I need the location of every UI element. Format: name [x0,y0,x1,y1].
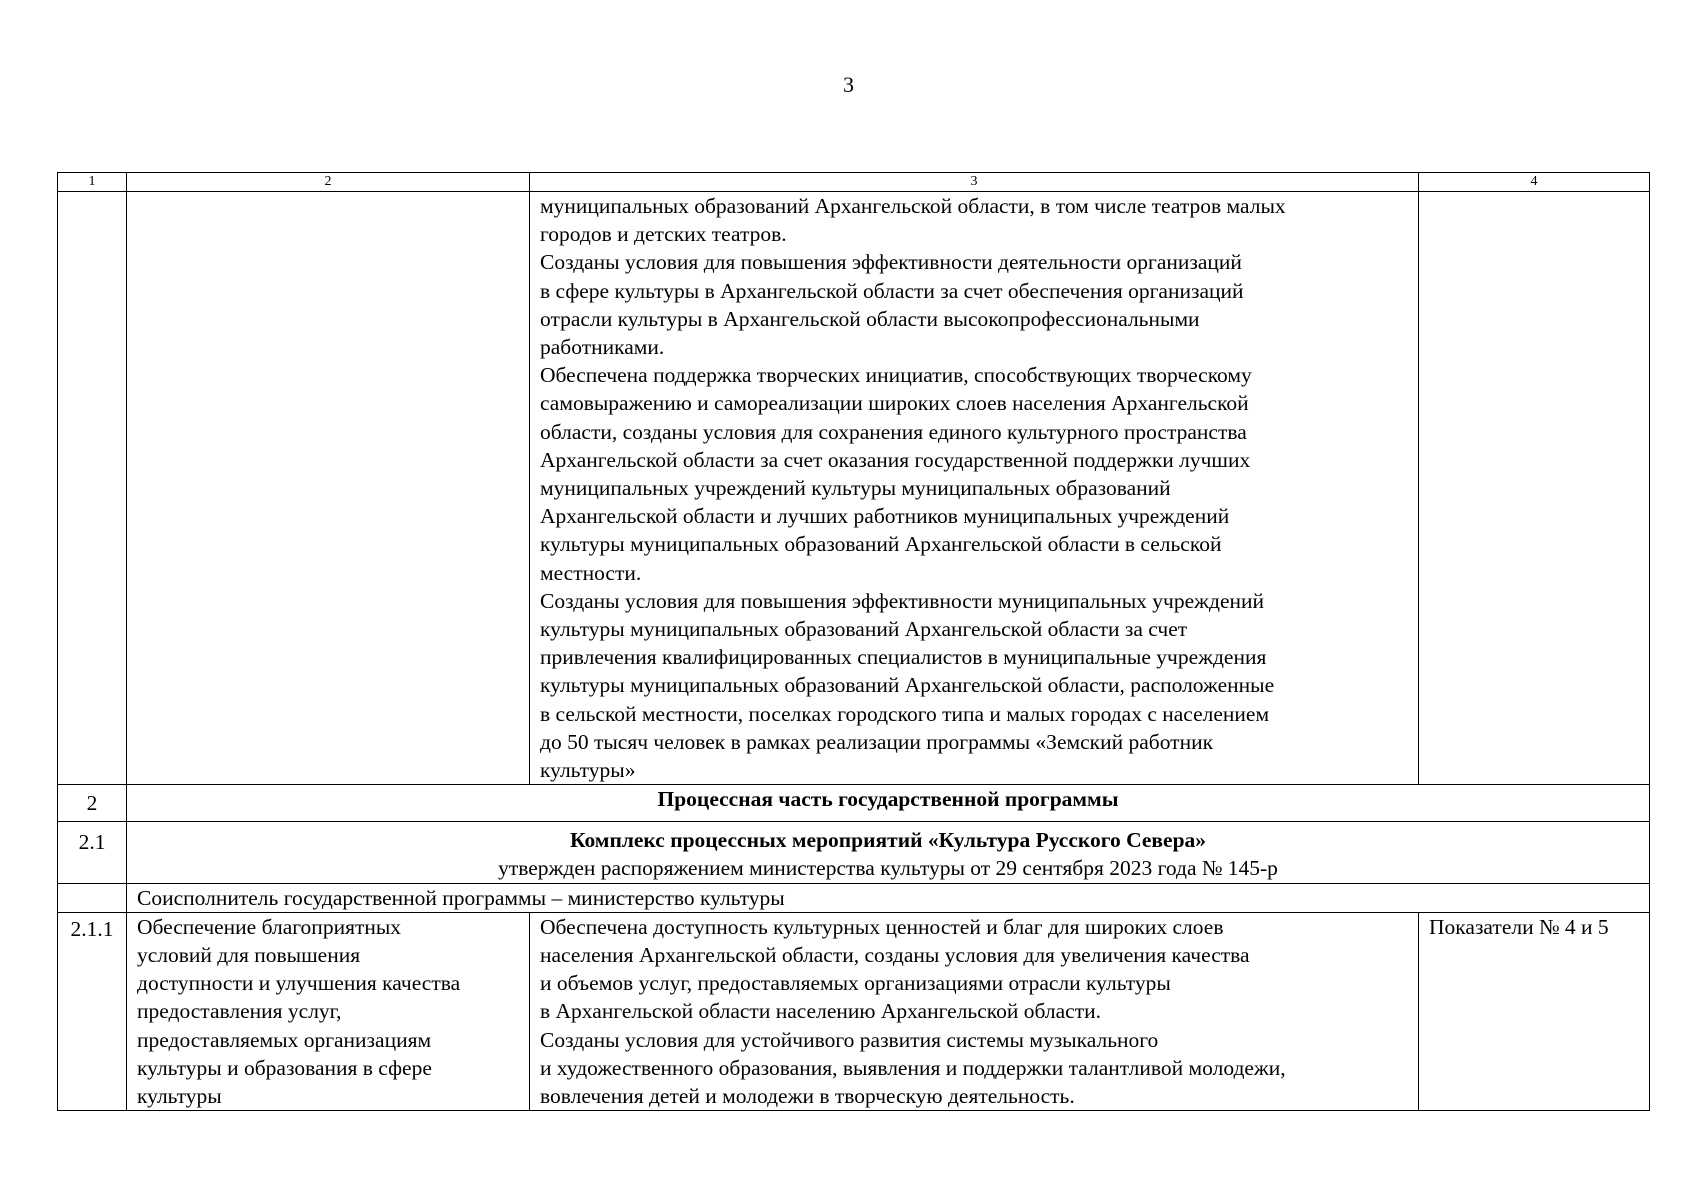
result-line: Созданы условия для устойчивого развития системы музыкального [540,1027,1159,1052]
result-line: Обеспечена поддержка творческих инициатив, способствующих творческому [540,363,1252,388]
result-line: населения Архангельской области, созданы условия для увеличения качества [540,943,1250,968]
result-line: Созданы условия для повышения эффективности муниципальных учреждений [540,588,1264,613]
result-line: культуры» [540,758,636,783]
page-number: 3 [843,72,854,97]
result-line: Архангельской области и лучших работников муниципальных учреждений [540,504,1230,529]
task-line: культуры [137,1084,222,1109]
continuation-number-cell [58,192,127,785]
complex-approval: утвержден распоряжением министерства культуры от 29 сентября 2023 года № 145-р [498,856,1278,881]
result-line: области, созданы условия для сохранения единого культурного пространства [540,419,1247,444]
result-line: работниками. [540,335,665,360]
header-col-3: 3 [530,173,1419,192]
row-2-1-1 [58,912,1650,1110]
coexecutor-row [58,883,1650,912]
section-2-1-number: 2.1 [58,822,127,883]
table-header-row [58,173,1650,192]
complex-title: Комплекс процессных мероприятий «Культура Русского Севера» [569,828,1207,853]
result-line: самовыражению и самореализации широких слоев населения Архангельской [540,391,1249,416]
result-line: Архангельской области за счет оказания государственной поддержки лучших [540,447,1251,472]
section-2-1-row [58,822,1650,883]
section-2-1-cell [127,822,1650,883]
result-line: Созданы условия для повышения эффективности деятельности организаций [540,250,1242,275]
header-col-1: 1 [58,173,127,192]
result-line: вовлечения детей и молодежи в творческую деятельность. [540,1084,1075,1109]
result-line: культуры муниципальных образований Архангельской области, расположенные [540,673,1275,698]
result-line: в сельской местности, поселках городского типа и малых городах с населением [540,701,1270,726]
section-2-row [58,785,1650,822]
result-line: и объемов услуг, предоставляемых организациями отрасли культуры [540,971,1171,996]
continuation-task-cell [127,192,530,785]
result-line: и художественного образования, выявления и поддержки талантливой молодежи, [540,1055,1286,1080]
result-line: отрасли культуры в Архангельской области высокопрофессиональными [540,306,1200,331]
continuation-indicator-cell [1419,192,1650,785]
result-line: городов и детских театров. [540,222,787,247]
coexecutor-text: Соисполнитель государственной программы – министерство культуры [127,883,1650,912]
row-2-1-1-task [127,912,530,1110]
result-line: в Архангельской области населению Архангельской области. [540,999,1101,1024]
result-line: культуры муниципальных образований Архангельской области за счет [540,617,1188,642]
result-line: до 50 тысяч человек в рамках реализации программы «Земский работник [540,729,1214,754]
row-2-1-1-indicator: Показатели № 4 и 5 [1419,912,1650,1110]
header-col-2: 2 [127,173,530,192]
result-line: муниципальных учреждений культуры муниципальных образований [540,476,1171,501]
result-line: в сфере культуры в Архангельской области за счет обеспечения организаций [540,278,1244,303]
result-line: муниципальных образований Архангельской области, в том числе театров малых [540,194,1286,218]
task-line: культуры и образования в сфере [137,1055,432,1080]
coexecutor-number-cell [58,883,127,912]
row-2-1-1-result [530,912,1419,1110]
result-line: культуры муниципальных образований Архангельской области в сельской [540,532,1222,557]
result-line: привлечения квалифицированных специалистов в муниципальные учреждения [540,645,1267,670]
task-line: предоставления услуг, [137,999,342,1024]
task-line: Обеспечение благоприятных [137,914,402,939]
result-line: Обеспечена доступность культурных ценностей и благ для широких слоев [540,914,1224,939]
task-line: предоставляемых организациям [137,1027,432,1052]
task-line: условий для повышения [137,943,361,968]
result-line: местности. [540,560,642,585]
section-2-title: Процессная часть государственной программы [127,785,1650,822]
continuation-row [58,192,1650,785]
header-col-4: 4 [1419,173,1650,192]
row-2-1-1-number: 2.1.1 [58,912,127,1110]
task-line: доступности и улучшения качества [137,971,461,996]
section-2-number: 2 [58,785,127,822]
program-table [57,172,1650,1111]
continuation-result-cell [530,192,1419,785]
